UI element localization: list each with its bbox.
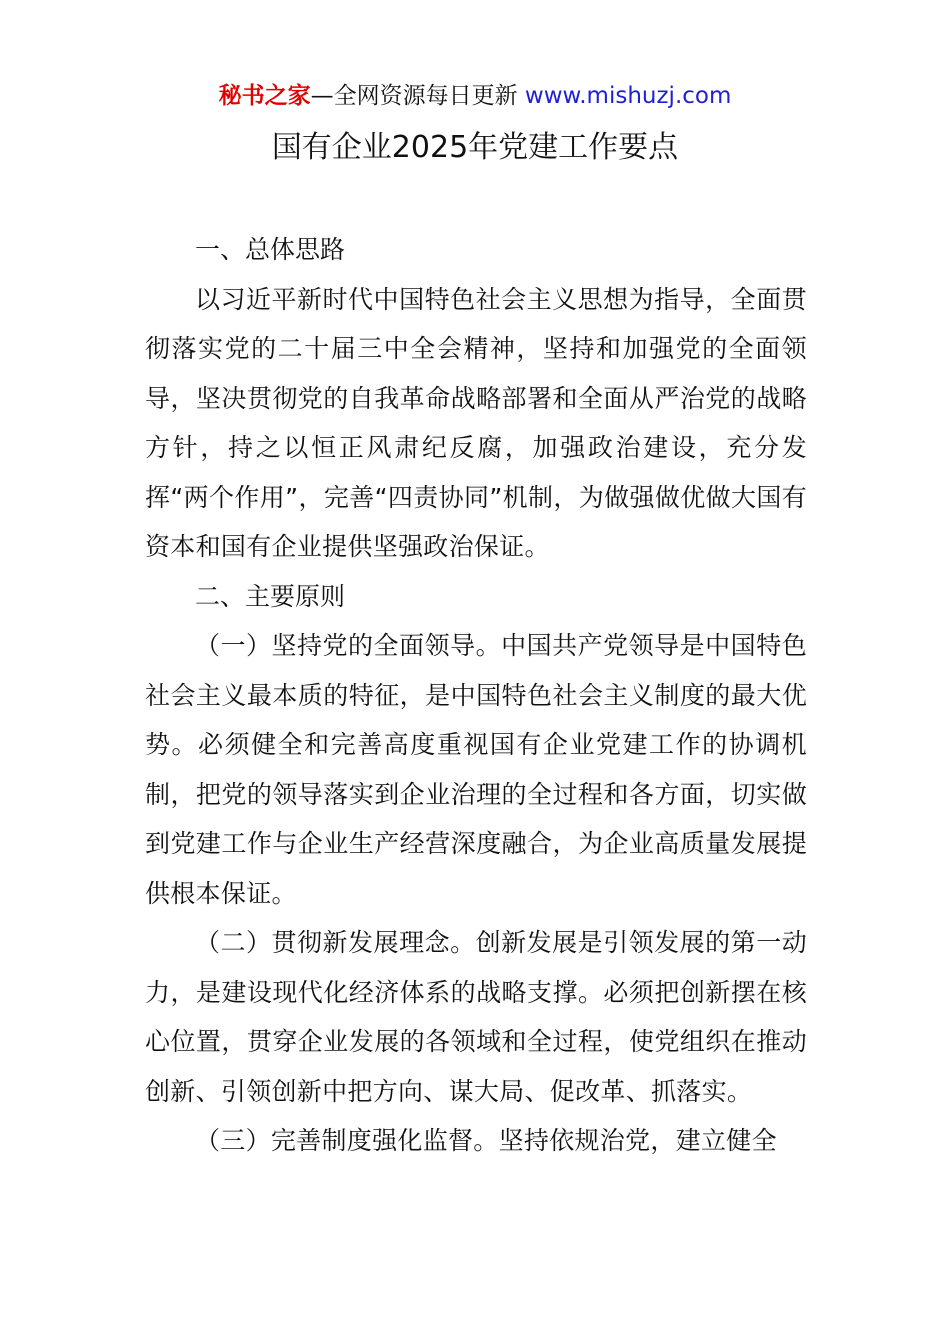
body-paragraph: （三）完善制度强化监督。坚持依规治党，建立健全 <box>195 1126 777 1155</box>
site-brand: 秘书之家 <box>218 83 311 109</box>
document-title: 国有企业2025年党建工作要点 <box>271 130 679 165</box>
body-paragraph: （二）贯彻新发展理念。创新发展是引领发展的第一动力，是建设现代化经济体系的战略支撑。必须把创新摆在核心位置，贯穿企业发展的各领域和全过程，使党组织在推动创新、引领创新中把方向、谋大局、促改革、抓落实。 <box>145 928 807 1106</box>
body-paragraph: 以习近平新时代中国特色社会主义思想为指导，全面贯彻落实党的二十届三中全会精神，坚持和加强党的全面领导，坚决贯彻党的自我革命战略部署和全面从严治党的战略方针，持之以恒正风肃纪反腐，加强政治建设，充分发挥“两个作用”，完善“四责协同”机制，为做强做优做大国有资本和国有企业提供坚强政治保证。 <box>145 284 807 561</box>
site-url-link[interactable]: www.mishuzj.com <box>524 83 732 109</box>
section-heading: 二、主要原则 <box>195 581 346 611</box>
section-heading: 一、总体思路 <box>195 235 346 264</box>
site-watermark-header <box>0 80 950 112</box>
body-paragraph: （一）坚持党的全面领导。中国共产党领导是中国特色社会主义最本质的特征，是中国特色社会主义制度的最大优势。必须健全和完善高度重视国有企业党建工作的协调机制，把党的领导落实到企业治理的全过程和各方面，切实做到党建工作与企业生产经营深度融合，为企业高质量发展提供根本保证。 <box>145 631 807 908</box>
document-body <box>145 225 807 1166</box>
site-slogan: —全网资源每日更新 <box>310 83 525 109</box>
